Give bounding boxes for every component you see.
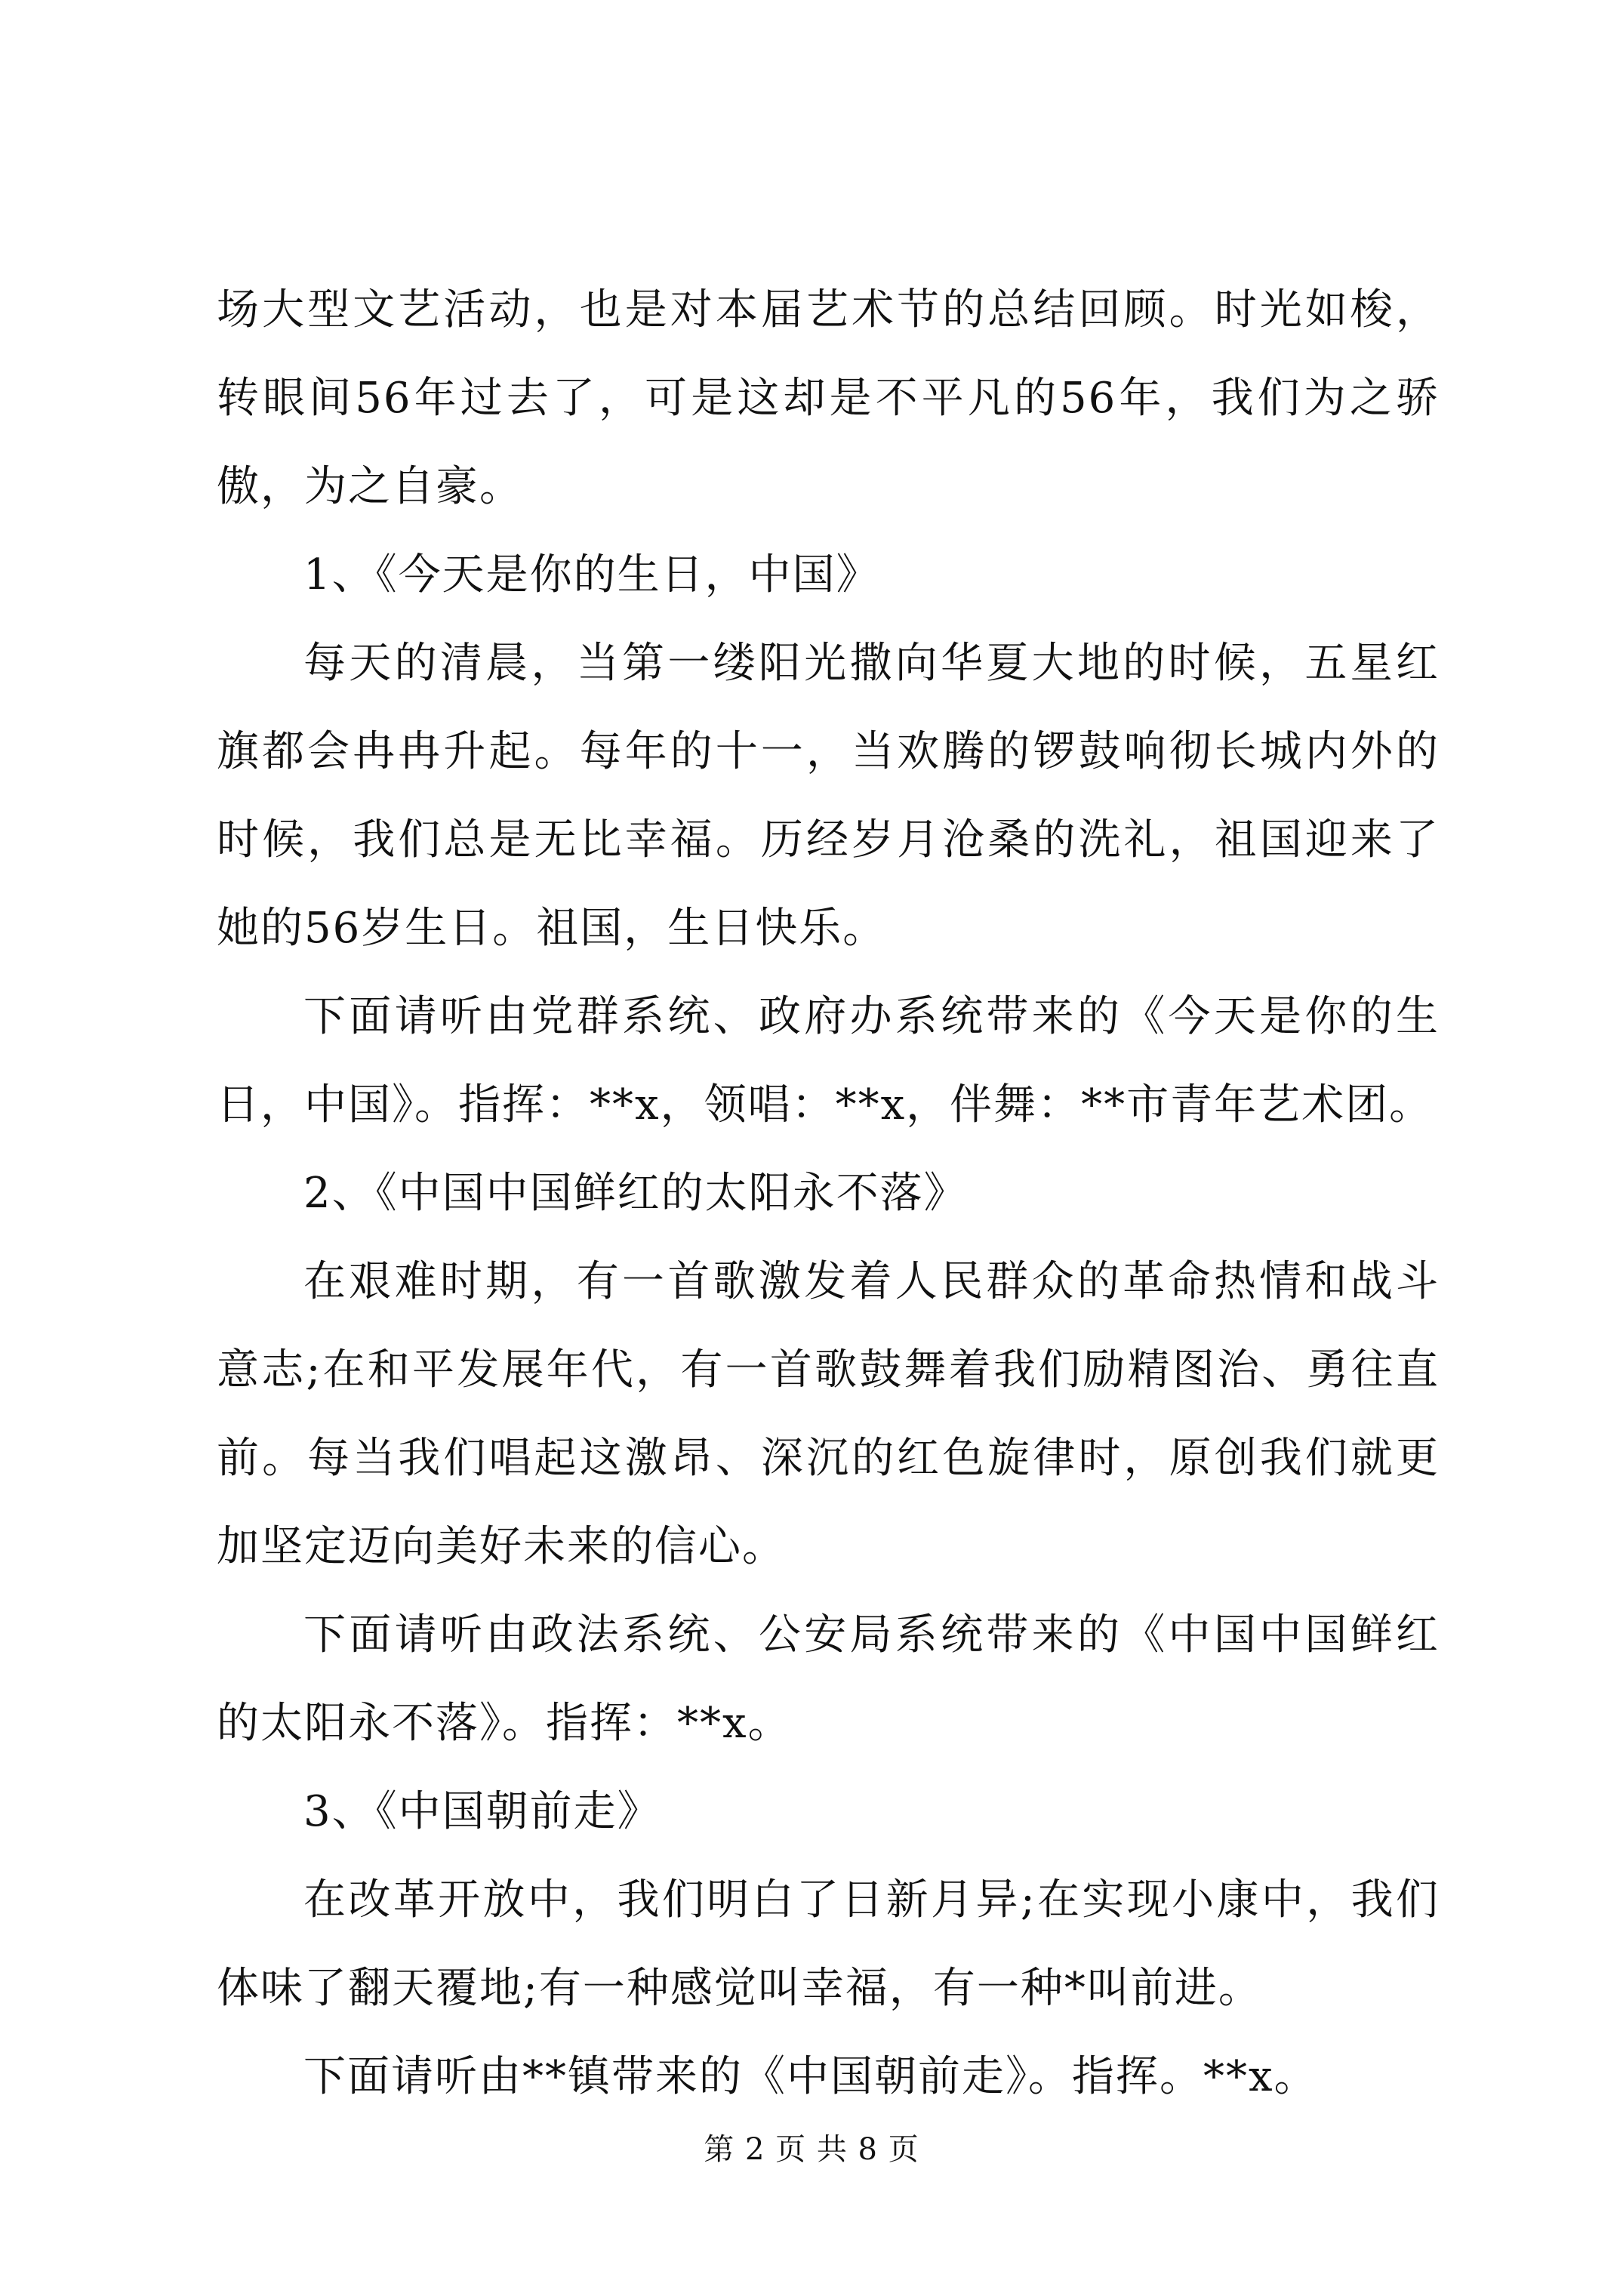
paragraph-continuation: 场大型文艺活动，也是对本届艺术节的总结回顾。时光如梭，转眼间56年过去了，可是这却是不平凡的56年，我们为之骄傲，为之自豪。 (217, 285, 1440, 511)
paragraph: 在改革开放中，我们明白了日新月异;在实现小康中，我们体味了翻天覆地;有一种感觉叫幸福，有一种*叫前进。 (217, 1875, 1440, 2013)
paragraph: 下面请听由政法系统、公安局系统带来的《中国中国鲜红的太阳永不落》。指挥：**x。 (217, 1610, 1440, 1748)
document-body (217, 266, 1440, 2121)
section-heading-1: 1、《今天是你的生日，中国》 (303, 550, 880, 599)
page-footer: 第 2 页 共 8 页 (704, 2132, 919, 2167)
section-heading-2: 2、《中国中国鲜红的太阳永不落》 (303, 1169, 968, 1218)
section-heading-3: 3、《中国朝前走》 (303, 1787, 661, 1836)
paragraph: 下面请听由党群系统、政府办系统带来的《今天是你的生日，中国》。指挥：**x，领唱：**x，伴舞：**市青年艺术团。 (217, 992, 1440, 1130)
paragraph: 下面请听由**镇带来的《中国朝前走》。指挥。**x。 (303, 2052, 1318, 2101)
paragraph: 每天的清晨，当第一缕阳光撒向华夏大地的时候，五星红旗都会冉冉升起。每年的十一，当欢腾的锣鼓响彻长城内外的时候，我们总是无比幸福。历经岁月沧桑的洗礼，祖国迎来了她的56岁生日。祖国，生日快乐。 (217, 639, 1440, 953)
paragraph: 在艰难时期，有一首歌激发着人民群众的革命热情和战斗意志;在和平发展年代，有一首歌鼓舞着我们励精图治、勇往直前。每当我们唱起这激昂、深沉的红色旋律时，原创我们就更加坚定迈向美好未来的信心。 (217, 1257, 1440, 1571)
